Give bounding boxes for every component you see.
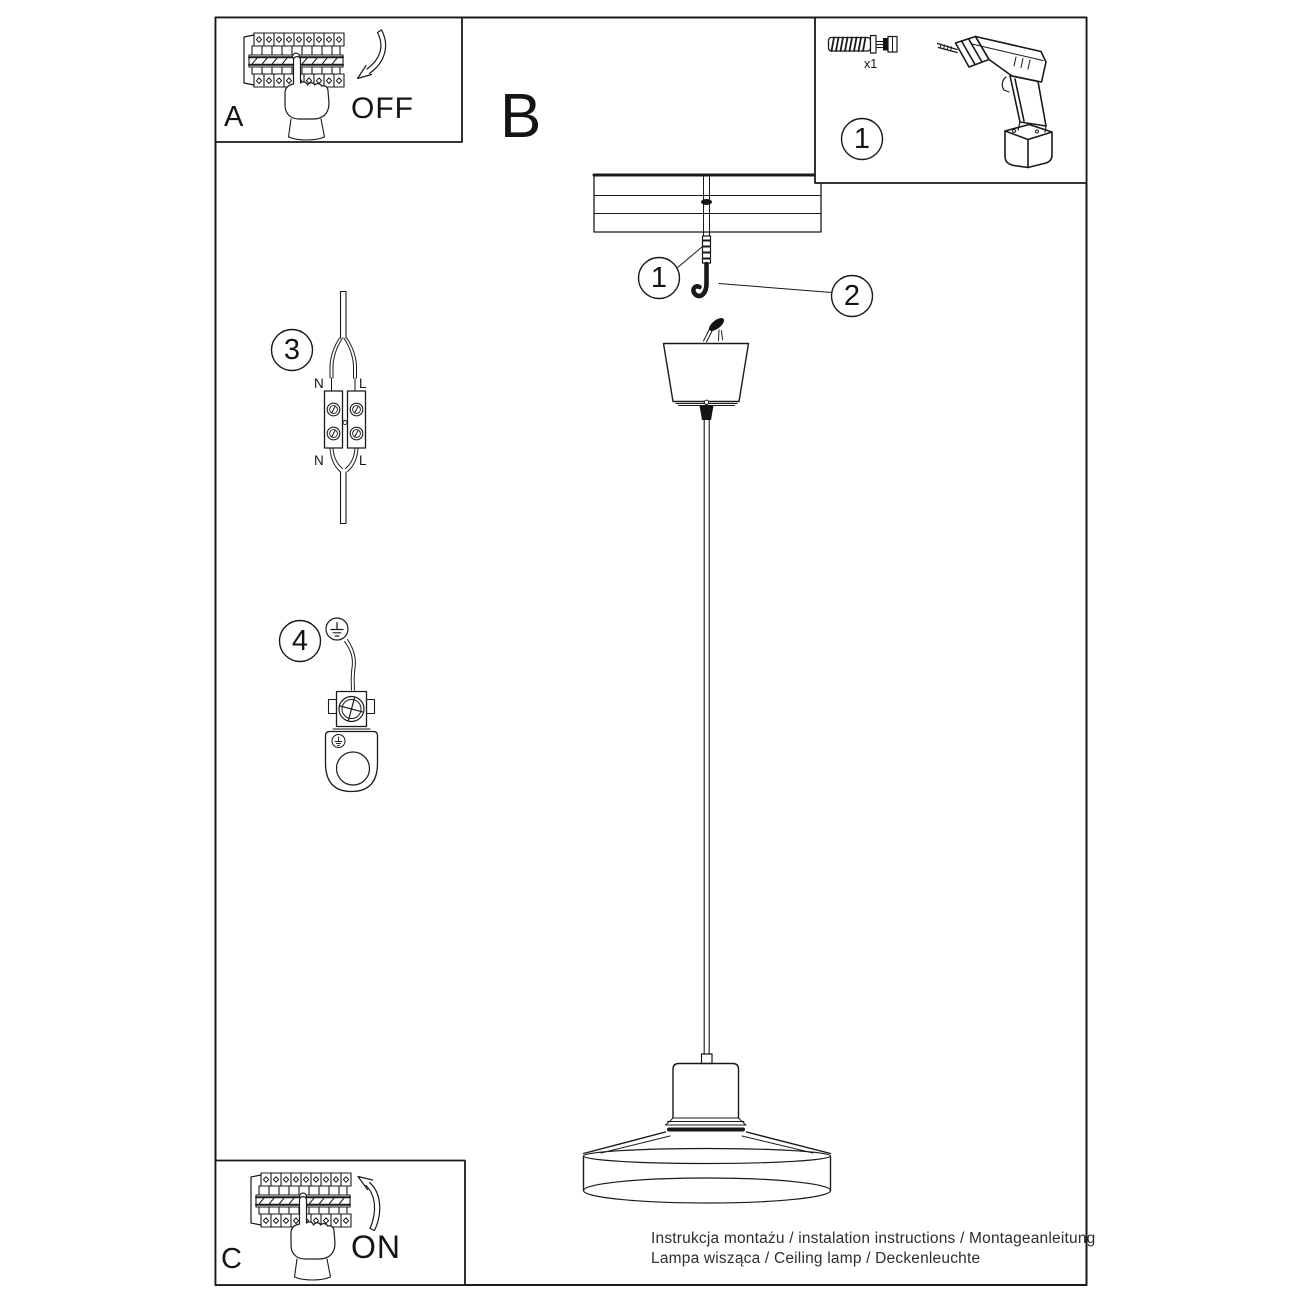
caption-line-2: Lampa wisząca / Ceiling lamp / Deckenleuchte bbox=[651, 1250, 981, 1267]
wall-anchor-screw bbox=[703, 232, 711, 263]
terminal-block-diagram bbox=[325, 292, 366, 524]
main-border bbox=[216, 18, 1087, 1286]
lamp-shade bbox=[584, 1054, 831, 1203]
caption-line-1: Instrukcja montażu / instalation instructions / Montageanleitung bbox=[651, 1230, 1096, 1247]
callout-terminal-number: 3 bbox=[283, 334, 301, 366]
wire-label-l-bottom: L bbox=[359, 453, 367, 468]
pendant-cable bbox=[704, 420, 709, 1054]
ceiling-slab bbox=[594, 175, 821, 232]
wire-label-n-bottom: N bbox=[314, 453, 324, 468]
panel-a-label: A bbox=[224, 101, 244, 133]
off-label: OFF bbox=[351, 92, 414, 125]
earth-symbol-icon bbox=[326, 618, 348, 640]
callout-hook-number: 2 bbox=[843, 280, 861, 312]
callout-earth-number: 4 bbox=[291, 625, 309, 657]
section-b-label: B bbox=[500, 82, 542, 151]
earth-connector-diagram bbox=[326, 618, 378, 792]
callout-anchor-number: 1 bbox=[650, 262, 668, 294]
canopy bbox=[664, 344, 749, 421]
panel-c-box bbox=[216, 1161, 466, 1286]
anchor-quantity: x1 bbox=[864, 57, 878, 71]
panel-c-label: C bbox=[221, 1243, 242, 1275]
hook-icon bbox=[693, 264, 706, 296]
on-label: ON bbox=[351, 1229, 401, 1265]
terminal-screws bbox=[327, 403, 363, 440]
tools-step-number: 1 bbox=[853, 123, 871, 155]
wire-label-l-top: L bbox=[359, 376, 367, 391]
cable-loop bbox=[704, 316, 727, 342]
panel-a-box bbox=[216, 18, 463, 143]
wire-label-n-top: N bbox=[314, 376, 324, 391]
